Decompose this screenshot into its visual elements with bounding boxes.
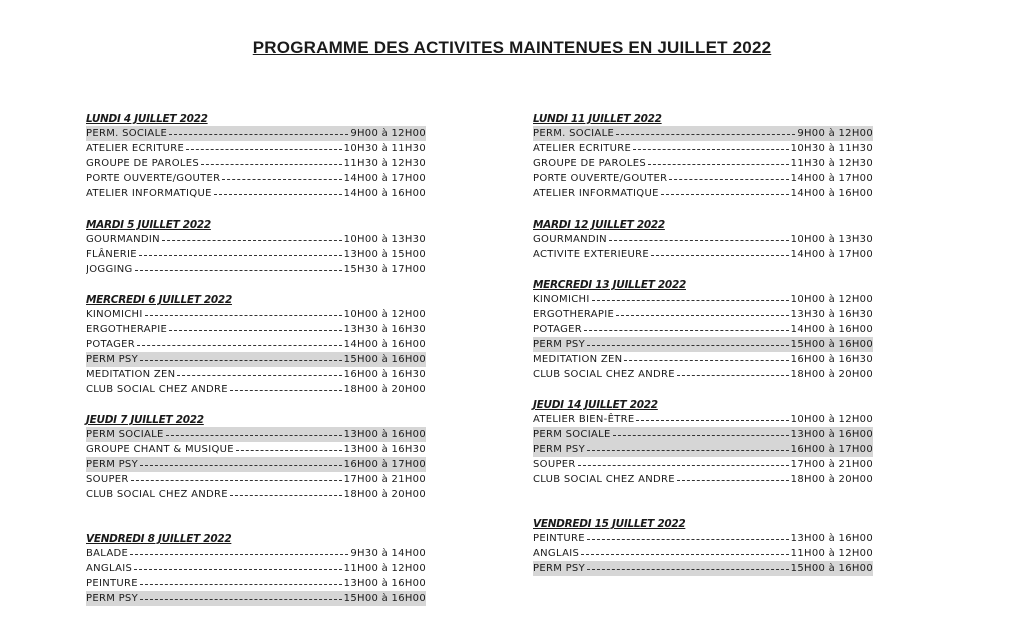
dotted-leader xyxy=(669,179,788,180)
activity-row xyxy=(533,442,873,457)
dotted-leader xyxy=(162,240,342,241)
activity-time: 17H00 à 21H00 xyxy=(790,459,873,470)
activity-time: 10H00 à 12H00 xyxy=(790,414,873,425)
activity-name: PERM PSY xyxy=(533,339,585,350)
activity-row xyxy=(533,171,873,186)
dotted-leader xyxy=(587,345,789,346)
activity-row xyxy=(86,591,426,606)
activity-name: PERM PSY xyxy=(86,354,138,365)
dotted-leader xyxy=(145,315,342,316)
dotted-leader xyxy=(584,330,789,331)
dotted-leader xyxy=(613,435,789,436)
day-section xyxy=(533,398,873,487)
activity-time: 15H00 à 16H00 xyxy=(343,593,426,604)
activity-time: 9H00 à 12H00 xyxy=(797,128,873,139)
activity-time: 14H00 à 16H00 xyxy=(343,339,426,350)
activity-time: 13H30 à 16H30 xyxy=(790,309,873,320)
activity-row xyxy=(533,292,873,307)
activity-name: GROUPE CHANT & MUSIQUE xyxy=(86,444,234,455)
activity-row xyxy=(533,156,873,171)
activity-time: 11H30 à 12H30 xyxy=(790,158,873,169)
dotted-leader xyxy=(177,375,341,376)
dotted-leader xyxy=(230,390,342,391)
dotted-leader xyxy=(230,495,342,496)
activity-row xyxy=(86,171,426,186)
dotted-leader xyxy=(140,465,342,466)
day-section xyxy=(86,112,426,201)
activity-row xyxy=(533,546,873,561)
activity-time: 10H30 à 11H30 xyxy=(790,143,873,154)
activity-time: 16H00 à 16H30 xyxy=(790,354,873,365)
activity-time: 15H00 à 16H00 xyxy=(790,339,873,350)
activity-time: 18H00 à 20H00 xyxy=(790,474,873,485)
activity-time: 13H30 à 16H30 xyxy=(343,324,426,335)
activity-time: 11H30 à 12H30 xyxy=(343,158,426,169)
activity-time: 10H00 à 12H00 xyxy=(790,294,873,305)
activity-name: PERM. SOCIALE xyxy=(533,128,615,139)
dotted-leader xyxy=(587,539,789,540)
activity-row xyxy=(86,367,426,382)
activity-time: 14H00 à 17H00 xyxy=(790,173,873,184)
activity-time: 14H00 à 16H00 xyxy=(790,188,873,199)
activity-row xyxy=(533,472,873,487)
activity-time: 15H30 à 17H00 xyxy=(343,264,426,275)
activity-time: 13H00 à 16H00 xyxy=(790,533,873,544)
activity-time: 16H00 à 17H00 xyxy=(343,459,426,470)
activity-time: 13H00 à 15H00 xyxy=(343,249,426,260)
activity-name: PERM PSY xyxy=(533,563,585,574)
day-title: JEUDI 7 JUILLET 2022 xyxy=(86,414,204,426)
activity-row xyxy=(86,561,426,576)
activity-row xyxy=(86,546,426,561)
activity-name: GROUPE DE PAROLES xyxy=(86,158,200,169)
activity-row xyxy=(86,337,426,352)
activity-time: 15H00 à 16H00 xyxy=(343,354,426,365)
activity-row xyxy=(533,247,873,262)
activity-time: 18H00 à 20H00 xyxy=(343,489,426,500)
activity-name: GOURMANDIN xyxy=(533,234,607,245)
day-section xyxy=(86,218,426,277)
dotted-leader xyxy=(139,255,342,256)
activity-time: 18H00 à 20H00 xyxy=(790,369,873,380)
activity-row xyxy=(86,247,426,262)
activity-name: ERGOTHERAPIE xyxy=(533,309,615,320)
activity-name: CLUB SOCIAL CHEZ ANDRE xyxy=(533,474,675,485)
dotted-leader xyxy=(166,435,342,436)
dotted-leader xyxy=(677,375,789,376)
activity-time: 10H00 à 12H00 xyxy=(343,309,426,320)
activity-time: 14H00 à 17H00 xyxy=(790,249,873,260)
activity-time: 14H00 à 16H00 xyxy=(790,324,873,335)
activity-time: 9H00 à 12H00 xyxy=(350,128,426,139)
activity-name: ATELIER INFORMATIQUE xyxy=(86,188,212,199)
dotted-leader xyxy=(222,179,341,180)
activity-row xyxy=(533,141,873,156)
activity-name: CLUB SOCIAL CHEZ ANDRE xyxy=(86,489,228,500)
activity-name: PERM PSY xyxy=(533,444,585,455)
activity-name: POTAGER xyxy=(86,339,136,350)
activity-name: PEINTURE xyxy=(86,578,138,589)
day-title: MERCREDI 13 JUILLET 2022 xyxy=(533,279,686,291)
activity-row xyxy=(86,186,426,201)
dotted-leader xyxy=(214,194,342,195)
activity-name: ATELIER INFORMATIQUE xyxy=(533,188,659,199)
activity-row xyxy=(533,232,873,247)
activity-row xyxy=(533,531,873,546)
dotted-leader xyxy=(651,255,789,256)
dotted-leader xyxy=(578,465,789,466)
week-column-left xyxy=(86,112,426,606)
activity-row xyxy=(86,262,426,277)
activity-row xyxy=(86,576,426,591)
activity-row xyxy=(86,156,426,171)
activity-name: ATELIER BIEN-ÊTRE xyxy=(533,414,635,425)
dotted-leader xyxy=(140,360,342,361)
activity-time: 15H00 à 16H00 xyxy=(790,563,873,574)
dotted-leader xyxy=(609,240,789,241)
dotted-leader xyxy=(633,149,789,150)
activity-time: 9H30 à 14H00 xyxy=(350,548,426,559)
activity-time: 16H00 à 16H30 xyxy=(343,369,426,380)
dotted-leader xyxy=(592,300,789,301)
dotted-leader xyxy=(140,599,342,600)
day-title: VENDREDI 8 JUILLET 2022 xyxy=(86,533,232,545)
dotted-leader xyxy=(135,270,342,271)
activity-name: PERM PSY xyxy=(86,593,138,604)
dotted-leader xyxy=(648,164,789,165)
activity-name: PEINTURE xyxy=(533,533,585,544)
activity-row xyxy=(533,412,873,427)
dotted-leader xyxy=(636,420,788,421)
activity-name: CLUB SOCIAL CHEZ ANDRE xyxy=(86,384,228,395)
activity-name: PERM SOCIALE xyxy=(86,429,164,440)
activity-name: SOUPER xyxy=(533,459,576,470)
day-title: MARDI 5 JUILLET 2022 xyxy=(86,219,211,231)
day-title: JEUDI 14 JUILLET 2022 xyxy=(533,399,658,411)
dotted-leader xyxy=(624,360,788,361)
activity-row xyxy=(533,561,873,576)
activity-row xyxy=(86,141,426,156)
activity-time: 13H00 à 16H30 xyxy=(343,444,426,455)
activity-time: 14H00 à 17H00 xyxy=(343,173,426,184)
dotted-leader xyxy=(137,345,342,346)
activity-name: POTAGER xyxy=(533,324,583,335)
day-section xyxy=(533,112,873,201)
dotted-leader xyxy=(587,569,789,570)
activity-name: ERGOTHERAPIE xyxy=(86,324,168,335)
dotted-leader xyxy=(661,194,789,195)
activity-row xyxy=(533,186,873,201)
dotted-leader xyxy=(677,480,789,481)
day-title: LUNDI 11 JUILLET 2022 xyxy=(533,113,662,125)
activity-row xyxy=(533,307,873,322)
day-title: MERCREDI 6 JUILLET 2022 xyxy=(86,294,232,306)
activity-row xyxy=(533,352,873,367)
dotted-leader xyxy=(134,569,342,570)
day-section xyxy=(86,293,426,397)
activity-row xyxy=(86,322,426,337)
activity-time: 13H00 à 16H00 xyxy=(343,578,426,589)
activity-name: KINOMICHI xyxy=(86,309,143,320)
dotted-leader xyxy=(616,315,789,316)
dotted-leader xyxy=(131,480,342,481)
day-title: LUNDI 4 JUILLET 2022 xyxy=(86,113,208,125)
day-section xyxy=(86,532,426,606)
dotted-leader xyxy=(201,164,342,165)
dotted-leader xyxy=(140,584,342,585)
dotted-leader xyxy=(130,554,348,555)
activity-name: PORTE OUVERTE/GOUTER xyxy=(533,173,668,184)
activity-row xyxy=(86,352,426,367)
activity-row xyxy=(86,487,426,502)
activity-name: ANGLAIS xyxy=(533,548,580,559)
activity-name: FLÂNERIE xyxy=(86,249,137,260)
activity-time: 10H00 à 13H30 xyxy=(343,234,426,245)
activity-name: KINOMICHI xyxy=(533,294,590,305)
activity-row xyxy=(86,457,426,472)
activity-row xyxy=(86,427,426,442)
activity-row xyxy=(86,472,426,487)
day-section xyxy=(533,218,873,262)
activity-time: 13H00 à 16H00 xyxy=(790,429,873,440)
activity-row xyxy=(533,337,873,352)
activity-name: JOGGING xyxy=(86,264,133,275)
activity-name: SOUPER xyxy=(86,474,129,485)
activity-row xyxy=(533,457,873,472)
activity-name: PORTE OUVERTE/GOUTER xyxy=(86,173,221,184)
activity-name: CLUB SOCIAL CHEZ ANDRE xyxy=(533,369,675,380)
activity-time: 10H30 à 11H30 xyxy=(343,143,426,154)
activity-time: 10H00 à 13H30 xyxy=(790,234,873,245)
day-section xyxy=(533,517,873,576)
activity-row xyxy=(533,126,873,141)
activity-name: ANGLAIS xyxy=(86,563,133,574)
activity-name: PERM. SOCIALE xyxy=(86,128,168,139)
activity-row xyxy=(86,232,426,247)
dotted-leader xyxy=(169,134,348,135)
dotted-leader xyxy=(236,450,342,451)
activity-name: ACTIVITE EXTERIEURE xyxy=(533,249,650,260)
activity-time: 14H00 à 16H00 xyxy=(343,188,426,199)
activity-row xyxy=(533,427,873,442)
activity-time: 16H00 à 17H00 xyxy=(790,444,873,455)
dotted-leader xyxy=(581,554,789,555)
activity-row xyxy=(86,442,426,457)
activity-row xyxy=(533,322,873,337)
activity-name: PERM PSY xyxy=(86,459,138,470)
activity-row xyxy=(86,307,426,322)
activity-time: 17H00 à 21H00 xyxy=(343,474,426,485)
activity-row xyxy=(533,367,873,382)
activity-time: 11H00 à 12H00 xyxy=(790,548,873,559)
dotted-leader xyxy=(186,149,342,150)
activity-time: 18H00 à 20H00 xyxy=(343,384,426,395)
dotted-leader xyxy=(587,450,789,451)
activity-time: 13H00 à 16H00 xyxy=(343,429,426,440)
page-title: PROGRAMME DES ACTIVITES MAINTENUES EN JUILLET 2022 xyxy=(252,38,772,57)
dotted-leader xyxy=(169,330,342,331)
activity-time: 11H00 à 12H00 xyxy=(343,563,426,574)
day-title: VENDREDI 15 JUILLET 2022 xyxy=(533,518,686,530)
activity-name: ATELIER ECRITURE xyxy=(86,143,185,154)
activity-name: ATELIER ECRITURE xyxy=(533,143,632,154)
activity-row xyxy=(86,126,426,141)
day-title: MARDI 12 JUILLET 2022 xyxy=(533,219,665,231)
activity-name: GOURMANDIN xyxy=(86,234,160,245)
activity-name: PERM SOCIALE xyxy=(533,429,611,440)
day-section xyxy=(86,413,426,502)
activity-name: BALADE xyxy=(86,548,129,559)
day-section xyxy=(533,278,873,382)
activity-name: MEDITATION ZEN xyxy=(86,369,176,380)
week-column-right xyxy=(533,112,873,576)
dotted-leader xyxy=(616,134,795,135)
activity-name: MEDITATION ZEN xyxy=(533,354,623,365)
activity-name: GROUPE DE PAROLES xyxy=(533,158,647,169)
activity-row xyxy=(86,382,426,397)
